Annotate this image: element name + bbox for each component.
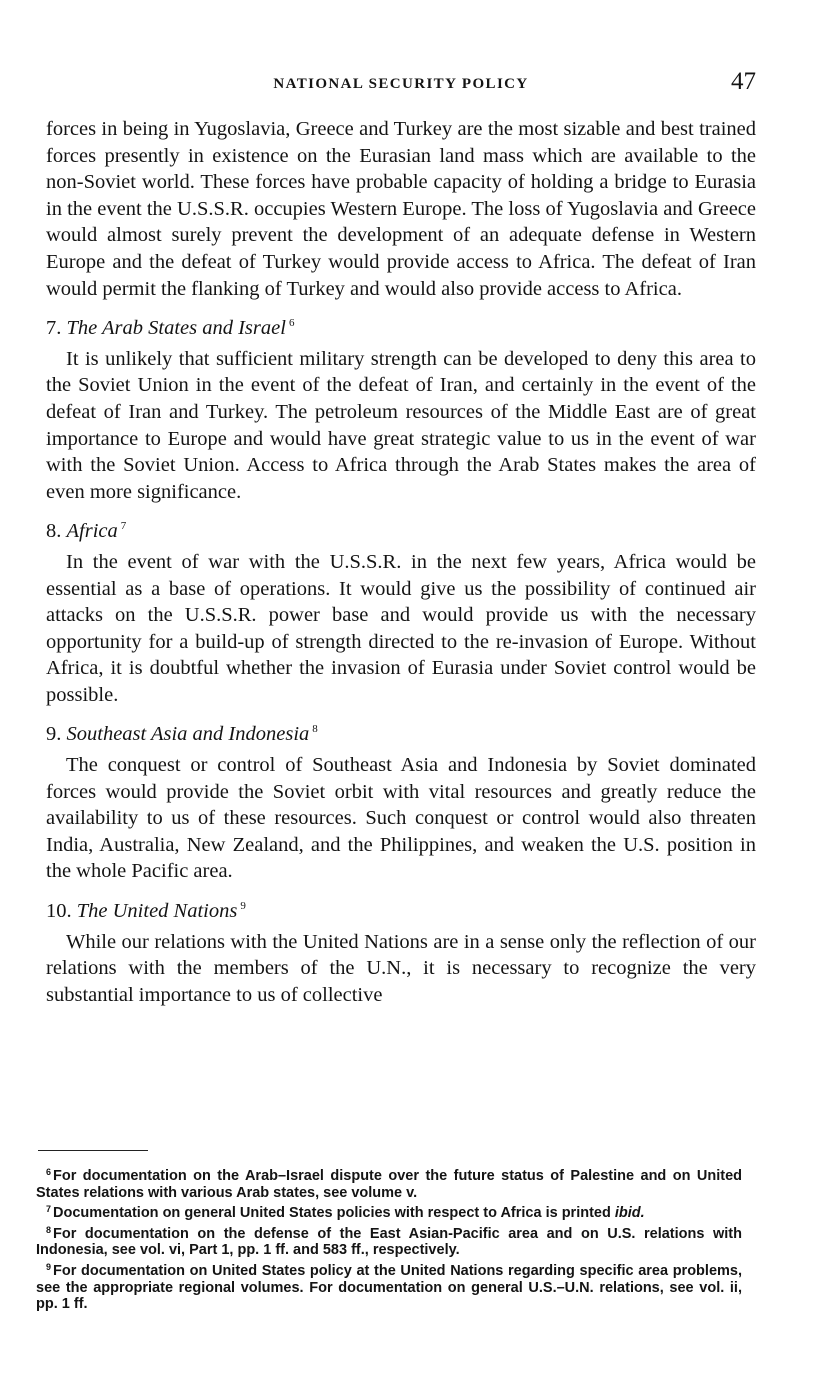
footnote-8 bbox=[36, 1222, 742, 1259]
footnote-divider bbox=[38, 1150, 148, 1151]
section-heading-10 bbox=[46, 893, 756, 925]
section-title: Southeast Asia and Indonesia bbox=[66, 723, 310, 746]
section-paragraph-10: While our relations with the United Nations are in a sense only the reflection of our relations with the members of the U.N., it is necessary to recognize the very substantial importance to us of collective bbox=[46, 930, 756, 1006]
section-number: 10. bbox=[46, 900, 72, 923]
footnote-mark: 7 bbox=[46, 1204, 52, 1215]
footnote-ref: 9 bbox=[240, 900, 246, 913]
section-title: The United Nations bbox=[76, 900, 238, 923]
running-title: NATIONAL SECURITY POLICY bbox=[273, 76, 529, 92]
section-heading-8 bbox=[46, 513, 756, 545]
footnote-text: For documentation on the Arab–Israel dispute over the future status of Palestine and on United States relations with various Arab states, see volume v. bbox=[36, 1168, 742, 1201]
running-header bbox=[46, 68, 756, 100]
section-number: 7. bbox=[46, 317, 62, 340]
footnote-mark: 6 bbox=[46, 1167, 52, 1177]
section-number: 8. bbox=[46, 520, 62, 543]
footnote-6 bbox=[36, 1164, 742, 1201]
intro-paragraph: forces in being in Yugoslavia, Greece and Turkey are the most sizable and best trained forces presently in existence on the Eurasian land mass which are available to the non-Soviet world. These forces have probable capacity of holding a bridge to Eurasia in the event the U.S.S.R. occupies Western Europe. The loss of Yugoslavia and Greece would almost surely prevent the development of an adequate defense in Western Europe and the defeat of Turkey would provide access to Africa. The defeat of Iran would permit the flanking of Turkey and would also provide access to Africa. bbox=[46, 118, 756, 300]
body-text bbox=[46, 116, 756, 1008]
footnotes bbox=[36, 1164, 742, 1313]
footnote-text: Documentation on general United States policies with respect to Africa is printed bbox=[53, 1205, 611, 1222]
footnote-ref: 8 bbox=[312, 723, 318, 736]
section-paragraph-7: It is unlikely that sufficient military strength can be developed to deny this area to the Soviet Union in the event of the defeat of Iran, and certainly in the event of the defeat of Iran and Turkey. The petroleum resources of the Middle East are of great importance to Europe and would have great strategic value to us in the event of war with the Soviet Union. Access to Africa through the Arab States makes the area of even more significance. bbox=[46, 347, 756, 503]
footnote-ref: 7 bbox=[120, 520, 127, 533]
section-number: 9. bbox=[46, 723, 62, 746]
footnote-mark: 9 bbox=[46, 1261, 52, 1272]
footnote-mark: 8 bbox=[46, 1224, 52, 1235]
footnote-ibid: ibid. bbox=[614, 1205, 645, 1222]
section-heading-7 bbox=[46, 310, 756, 342]
section-title: The Arab States and Israel bbox=[66, 317, 286, 340]
section-heading-9 bbox=[46, 716, 756, 748]
section-title: Africa bbox=[66, 520, 118, 543]
footnote-ref: 6 bbox=[288, 317, 295, 330]
section-paragraph-9: The conquest or control of Southeast Asia and Indonesia by Soviet dominated forces would provide the Soviet orbit with vital resources and greatly reduce the availability to us of these resources. Such conquest or control would also threaten India, Australia, New Zealand, and the Philippines, and weaken the U.S. position in the whole Pacific area. bbox=[46, 754, 756, 883]
page-number: 47 bbox=[731, 68, 756, 95]
footnote-text: For documentation on United States policy at the United Nations regarding specific area problems, see the appropriate regional volumes. For documentation on general U.S.–U.N. relations, see vol. ii, pp. 1 ff. bbox=[36, 1262, 742, 1313]
footnote-9 bbox=[36, 1259, 742, 1313]
footnote-7 bbox=[36, 1201, 742, 1222]
section-paragraph-8: In the event of war with the U.S.S.R. in the next few years, Africa would be essential as a base of operations. It would give us the possibility of continued air attacks on the U.S.S.R. power base and would provide us with the necessary opportunity for a build-up of strength directed to the re-invasion of Europe. Without Africa, it is doubtful whether the invasion of Eurasia under Soviet control would be possible. bbox=[46, 550, 756, 706]
footnote-text: For documentation on the defense of the East Asian-Pacific area and on U.S. relations with Indonesia, see vol. vi, Part 1, pp. 1 ff. and 583 ff., respectively. bbox=[36, 1225, 742, 1259]
